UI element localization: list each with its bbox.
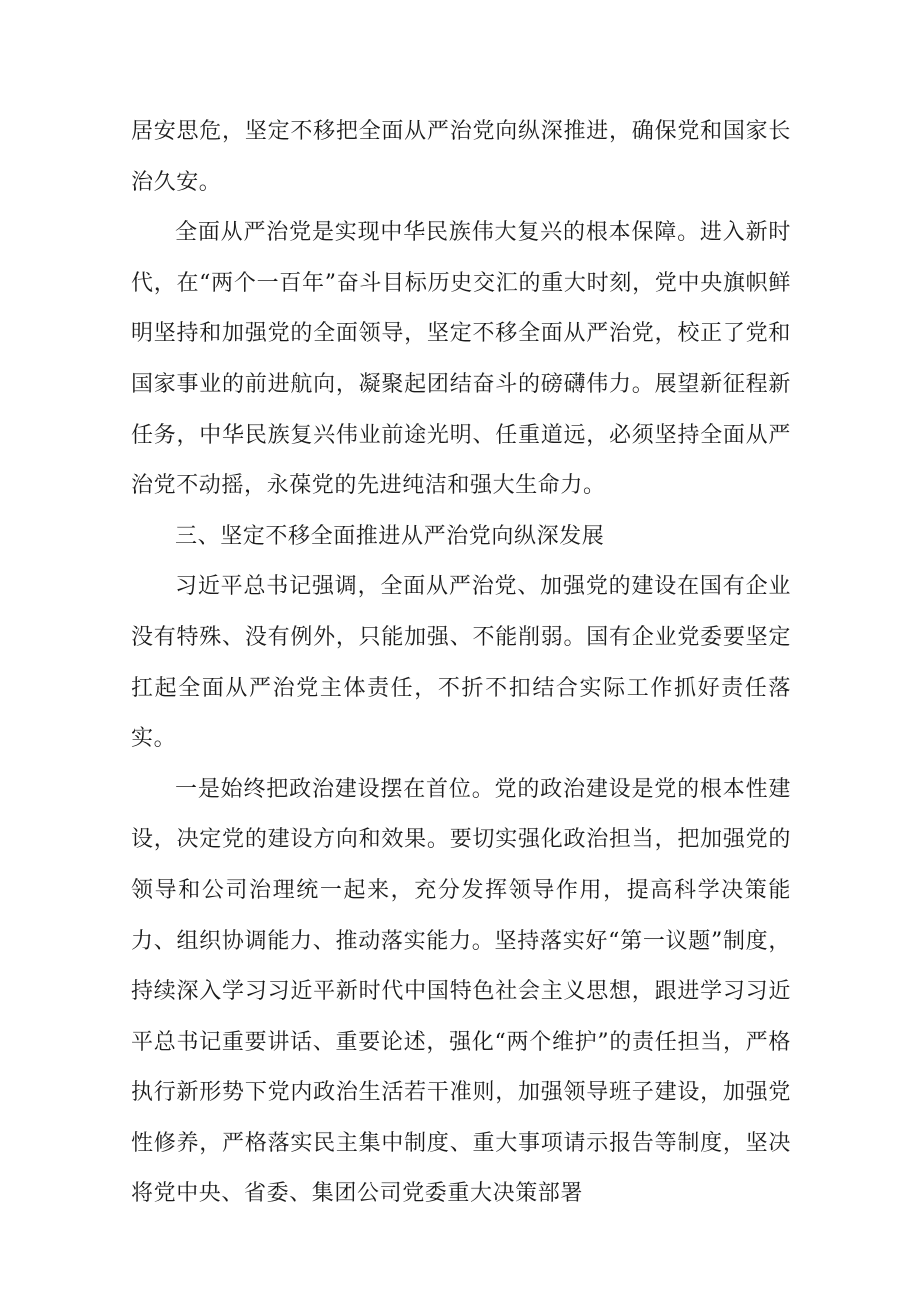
document-body — [131, 107, 791, 1220]
paragraph-continuation: 居安思危，坚定不移把全面从严治党向纵深推进，确保党和国家长治久安。 — [131, 119, 791, 195]
paragraph-political-building: 一是始终把政治建设摆在首位。党的政治建设是党的根本性建设，决定党的建设方向和效果。要切实强化政治担当，把加强党的领导和公司治理统一起来，充分发挥领导作用，提高科学决策能力、组织协调能力、推动落实能力。坚持落实好“第一议题”制度，持续深入学习习近平新时代中国特色社会主义思想，跟进学习习近平总书记重要讲话、重要论述，强化“两个维护”的责任担当，严格执行新形势下党内政治生活若干准则，加强领导班子建设，加强党性修养，严格落实民主集中制度、重大事项请示报告等制度，坚决将党中央、省委、集团公司党委重大决策部署 — [131, 776, 791, 1207]
section-heading: 三、坚定不移全面推进从严治党向纵深发展 — [175, 523, 605, 549]
paragraph-soe-responsibility: 习近平总书记强调，全面从严治党、加强党的建设在国有企业没有特殊、没有例外，只能加强、不能削弱。国有企业党委要坚定扛起全面从严治党主体责任，不折不扣结合实际工作抓好责任落实。 — [131, 574, 791, 752]
paragraph-guarantee: 全面从严治党是实现中华民族伟大复兴的根本保障。进入新时代，在“两个一百年”奋斗目标历史交汇的重大时刻，党中央旗帜鲜明坚持和加强党的全面领导，坚定不移全面从严治党，校正了党和国家事业的前进航向，凝聚起团结奋斗的磅礴伟力。展望新征程新任务，中华民族复兴伟业前途光明、任重道远，必须坚持全面从严治党不动摇，永葆党的先进纯洁和强大生命力。 — [131, 220, 791, 499]
